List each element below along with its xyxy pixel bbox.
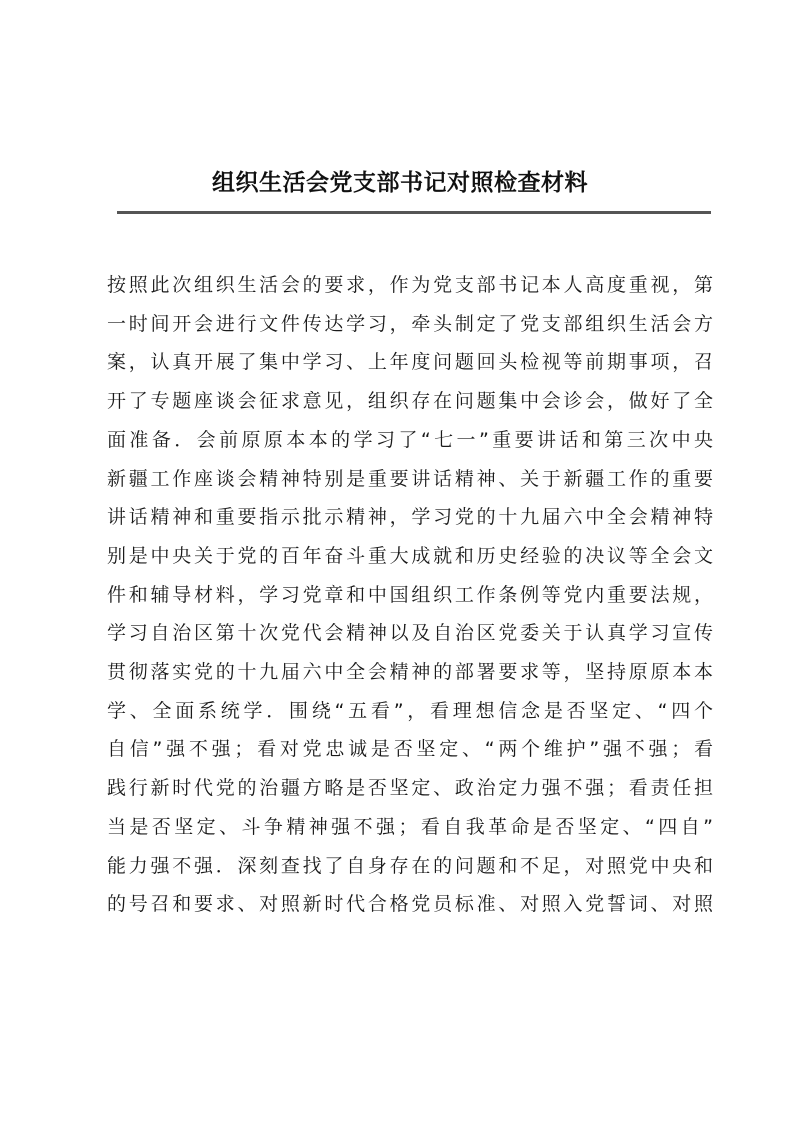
paragraph-line: 讲话精神和重要指示批示精神，学习党的十九届六中全会精神特 (107, 506, 713, 529)
document-title: 组织生活会党支部书记对照检查材料 (212, 169, 588, 196)
paragraph-line: 开了专题座谈会征求意见，组织存在问题集中会诊会，做好了全 (107, 390, 713, 413)
paragraph-line: 的号召和要求、对照新时代合格党员标准、对照入党誓词、对照 (107, 893, 713, 916)
paragraph-line: 按照此次组织生活会的要求，作为党支部书记本人高度重视，第 (107, 274, 713, 296)
paragraph-line: 新疆工作座谈会精神特别是重要讲话精神、关于新疆工作的重要 (107, 467, 713, 490)
paragraph-line: 别是中央关于党的百年奋斗重大成就和历史经验的决议等全会文 (107, 544, 713, 567)
paragraph-line: 学习自治区第十次党代会精神以及自治区党委关于认真学习宣传 (107, 622, 713, 645)
paragraph-line: 一时间开会进行文件传达学习，牵头制定了党支部组织生活会方 (107, 312, 713, 335)
body-paragraph (107, 266, 713, 924)
paragraph-line: 案，认真开展了集中学习、上年度问题回头检视等前期事项，召 (107, 351, 713, 374)
paragraph-line: 自信”强不强；看对党忠诚是否坚定、“两个维护”强不强；看 (107, 738, 713, 761)
paragraph-line: 能力强不强．深刻查找了自身存在的问题和不足，对照党中央和 (107, 854, 713, 877)
paragraph-line: 贯彻落实党的十九届六中全会精神的部署要求等，坚持原原本本 (107, 661, 713, 684)
paragraph-line: 件和辅导材料，学习党章和中国组织工作条例等党内重要法规， (107, 583, 713, 606)
paragraph-line: 学、全面系统学．围绕“五看”，看理想信念是否坚定、“四个 (107, 699, 713, 722)
paragraph-line: 当是否坚定、斗争精神强不强；看自我革命是否坚定、“四自” (107, 815, 713, 838)
paragraph-line: 践行新时代党的治疆方略是否坚定、政治定力强不强；看责任担 (107, 777, 713, 800)
paragraph-line: 面准备．会前原原本本的学习了“七一”重要讲话和第三次中央 (107, 428, 713, 451)
title-underline-divider (117, 211, 711, 214)
